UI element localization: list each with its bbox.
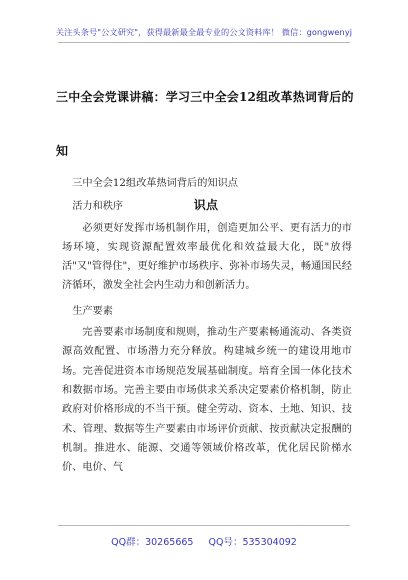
footer (0, 534, 408, 548)
document-body (62, 170, 352, 483)
footer-divider (58, 525, 350, 526)
section-body-vitality-order: 必须更好发挥市场机制作用，创造更加公平、更有活力的市场环境，实现资源配置效率最优化和效益最大化，既"放得活"又"管得住"，更好维护市场秩序、弥补市场失灵，畅通国民经济循环，激发全社会内生动力和创新活力。 (62, 222, 352, 292)
header-divider (58, 42, 350, 43)
section-body-production-factors: 完善要素市场制度和规则，推动生产要素畅通流动、各类资源高效配置、市场潜力充分释放。构建城乡统一的建设用地市场。完善促进资本市场规范发展基础制度。培育全国一体化技术和数据市场。完善主要由市场供求关系决定要素价格机制，防止政府对价格形成的不当干预。健全劳动、资本、土地、知识、技术、管理、数据等生产要素由市场评价贡献、按贡献决定报酬的机制。推进水、能源、交通等领域价格改革，优化居民阶梯水价、电价、气 (62, 327, 352, 474)
intro-line: 三中全会12组改革热词背后的知识点 (72, 178, 238, 189)
footer-qq-group: QQ群：30265665 (111, 537, 194, 548)
header-banner: 关注头条号"公文研究"，获得最新最全最专业的公文资料库！ 微信：gongwenyj (55, 27, 353, 37)
section-heading-vitality-order: 活力和秩序 (72, 201, 124, 213)
title-line-1: 三中全会党课讲稿：学习三中全会12组改革热词背后的知 (56, 90, 354, 158)
footer-qq: QQ号：535304092 (208, 537, 297, 548)
title-line-2: 识点 (193, 198, 219, 212)
section-heading-production-factors: 生产要素 (72, 305, 113, 317)
